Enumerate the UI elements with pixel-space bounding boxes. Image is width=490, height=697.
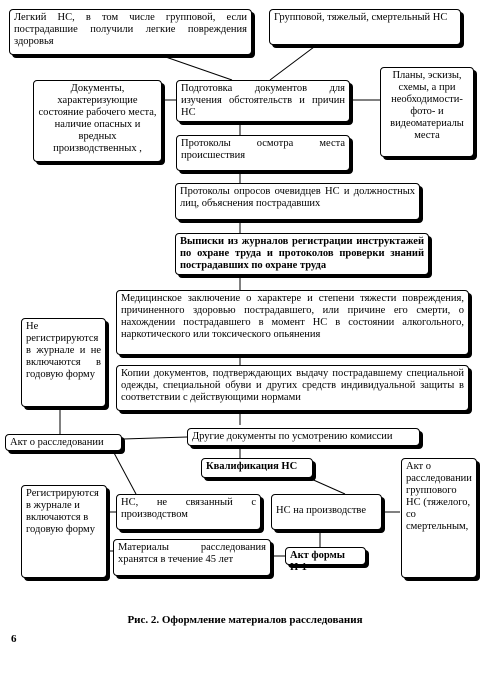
ppe-copies-box: Копии документов, подтверждающих выдачу пострадавшему специальной одежды, специальной обуви и других средств индивидуальной защиты в соответствии с действующими нормами bbox=[116, 365, 469, 411]
page-number: 6 bbox=[11, 633, 17, 645]
investigation-act-box: Акт о расследовании bbox=[5, 434, 122, 451]
figure-caption: Рис. 2. Оформление материалов расследования bbox=[127, 614, 363, 626]
group-accident-box: Групповой, тяжелый, смертельный НС bbox=[269, 9, 461, 45]
not-registered-box: Не регистрируются в журнале и не включаются в годовую форму bbox=[21, 318, 106, 407]
inspection-protocols-box: Протоколы осмотра места происшествия bbox=[176, 135, 350, 171]
document-preparation-box: Подготовка документов для изучения обстоятельств и причин НС bbox=[176, 80, 350, 122]
journal-extracts-box: Выписки из журналов регистрации инструктажей по охране труда и протоколов проверки знаний пострадавших по охране труда bbox=[175, 233, 429, 275]
workplace-accident-box: НС на производстве bbox=[271, 494, 382, 530]
light-accident-box: Легкий НС, в том числе групповой, если пострадавшие получили легкие повреждения здоровья bbox=[9, 9, 252, 55]
act-n1-box: Акт формы Н-1 bbox=[285, 547, 366, 565]
medical-conclusion-box: Медицинское заключение о характере и степени тяжести повреждения, причиненного здоровью пострадавшего, или причине его смерти, о нахождении пострадавшего в момент НС в состоянии алкогольного, наркотического или токсического опьянения bbox=[116, 290, 469, 355]
not-related-accident-box: НС, не связанный с производством bbox=[116, 494, 261, 530]
qualification-box: Квалификация НС bbox=[201, 458, 313, 478]
plans-sketches-box: Планы, эскизы, схемы, а при необходимости- фото- и видеоматериалы места bbox=[380, 67, 474, 157]
storage-term-box: Материалы расследования хранятся в течение 45 лет bbox=[113, 539, 271, 576]
other-documents-box: Другие документы по усмотрению комиссии bbox=[187, 428, 420, 446]
interview-protocols-box: Протоколы опросов очевидцев НС и должностных лиц, объяснения пострадавших bbox=[175, 183, 420, 220]
registered-box: Регистрируются в журнале и включаются в годовую форму bbox=[21, 485, 107, 578]
workplace-documents-box: Документы, характеризующие состояние рабочего места, наличие опасных и вредных производственных , bbox=[33, 80, 162, 162]
group-act-box: Акт о расследовании группового НС (тяжелого, со смертельным, bbox=[401, 458, 477, 578]
